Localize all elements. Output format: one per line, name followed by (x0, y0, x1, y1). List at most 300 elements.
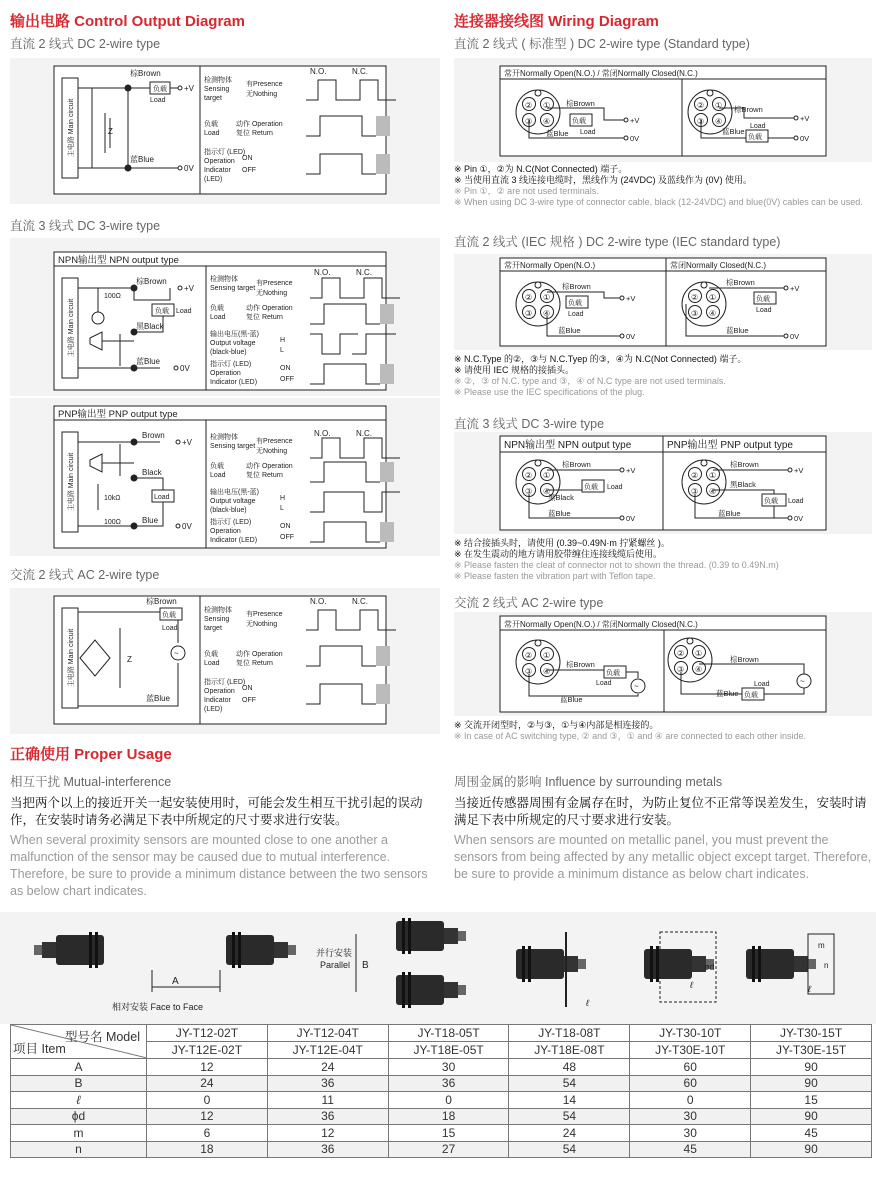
npn-r100: 100Ω (104, 293, 121, 300)
npn-operation: 动作 Operation (246, 305, 293, 312)
pnp-on: ON (280, 523, 291, 530)
npn-led1: 指示灯 (LED) (210, 361, 252, 368)
pnp-off: OFF (280, 534, 294, 541)
pnp-return: 复位 Return (246, 472, 283, 479)
ac2-no: N.O. (310, 597, 327, 606)
iec-load-en: Load (568, 311, 584, 318)
dc3b-blue: 蓝Blue (718, 509, 741, 518)
npn-outv1: 输出电压(黑-蓝) (210, 331, 259, 338)
ac2-led2: Operation (204, 688, 235, 695)
ac2-led4: (LED) (204, 706, 223, 713)
row-item: n (11, 1141, 147, 1158)
mounting-figure-band (0, 912, 876, 1024)
ac2-note-en-1: ※ In case of AC switching type, ② and ③，① and ④ are connected to each other inside. (454, 731, 807, 741)
row-value: 0 (147, 1092, 268, 1109)
dc3-pnp-header: PNP输出型 PNP output type (667, 440, 793, 451)
npn-led2: Operation (210, 370, 241, 377)
svg-text:Z: Z (108, 127, 113, 136)
iec-brown: 棕Brown (562, 282, 591, 291)
npn-load-en: Load (176, 308, 192, 315)
pnp-nc: N.C. (356, 429, 372, 438)
model-cell: JY-T30E-10T (630, 1042, 751, 1059)
wiring-diagram-title: 连接器接线图 Wiring Diagram (454, 13, 659, 30)
ac2-sensing-cn: 检测物体 (204, 607, 232, 614)
iec-no-header: 常开Normally Open(N.O.) (504, 261, 596, 270)
std-connector-block (454, 58, 872, 162)
dim-b-label: B (362, 960, 369, 971)
row-value: 54 (509, 1108, 630, 1125)
npn-brown: 棕Brown (136, 277, 167, 286)
pnp-no: N.O. (314, 429, 331, 438)
mutual-interference-cn: 当把两个以上的接近开关一起安装使用时，可能会发生相互干扰引起的误动作，在安装时请务必满足下表中所规定的尺寸要求进行安装。 (10, 796, 423, 827)
iec-note-2: ※ 请使用 IEC 规格的接插头。 (454, 365, 575, 375)
dc2-sensing-en2: target (204, 95, 222, 102)
iec-blue: 蓝Blue (558, 326, 581, 335)
row-value: 12 (147, 1059, 268, 1076)
npn-sensing-cn: 检测物体 (210, 276, 238, 283)
table-header-cell (11, 1025, 147, 1059)
std-pin2: ② (525, 101, 533, 110)
svg-text:Z: Z (127, 655, 132, 664)
dc2-load-cn: 负载 (153, 86, 167, 93)
pnp-load-label-en: Load (210, 472, 226, 479)
iec-pin2: ② (525, 293, 533, 302)
std2-load-en: Load (750, 123, 766, 130)
dc2-nc-label: N.C. (352, 67, 368, 76)
ac2c2-pin3: ③ (677, 665, 685, 674)
model-cell: JY-T12-04T (267, 1025, 388, 1042)
row-value: 18 (147, 1141, 268, 1158)
dc2-off: OFF (242, 167, 256, 174)
table-row (11, 1075, 872, 1092)
pnp-led2: Operation (210, 528, 241, 535)
table-row (11, 1059, 872, 1076)
npn-zero-v: 0V (180, 364, 190, 373)
dim-n-label: n (824, 961, 829, 970)
row-value: 54 (509, 1075, 630, 1092)
dc3-connector-subtitle: 直流 3 线式 DC 3-wire type (454, 417, 605, 431)
dc3-npn-header: NPN输出型 NPN output type (504, 440, 632, 451)
iec-load-cn: 负载 (568, 300, 582, 307)
ac2-connector-block (454, 612, 872, 716)
row-value: 14 (509, 1092, 630, 1109)
dc2-brown-label: 棕Brown (130, 69, 161, 78)
row-value: 12 (267, 1125, 388, 1142)
ac2-connector-subtitle: 交流 2 线式 AC 2-wire type (454, 596, 604, 610)
pnp-zero-v: 0V (182, 522, 192, 531)
row-value: 36 (388, 1075, 509, 1092)
npn-return: 复位 Return (246, 314, 283, 321)
pnp-h: H (280, 495, 286, 502)
iec-pin4: ④ (543, 309, 551, 318)
npn-plus-v: +V (184, 284, 195, 293)
std-pin4: ④ (543, 117, 551, 126)
dim-l-label-3: ℓ (808, 984, 811, 994)
ac2c-pin1: ① (543, 651, 551, 660)
ac2-diagram-block (10, 588, 440, 734)
dc2-nothing: 无Nothing (246, 91, 278, 98)
npn-off: OFF (280, 376, 294, 383)
mutual-interference-subtitle: 相互干扰 Mutual-interference (10, 775, 172, 789)
surrounding-metals-subtitle: 周围金属的影响 Influence by surrounding metals (454, 775, 723, 789)
dc3b-load-en: Load (788, 498, 804, 505)
parallel-cn-label: 并行安装 (316, 948, 353, 958)
dc2-presence: 有Presence (246, 81, 283, 88)
model-cell: JY-T18E-08T (509, 1042, 630, 1059)
dc2-sensing-en1: Sensing (204, 86, 230, 93)
model-cell: JY-T18-05T (388, 1025, 509, 1042)
dc3-pin2: ② (525, 471, 533, 480)
pnp-load-label-cn: 负载 (210, 463, 224, 470)
dc3b-brown: 棕Brown (730, 460, 759, 469)
dc2-load-label-en: Load (204, 130, 220, 137)
row-item: B (11, 1075, 147, 1092)
npn-main-circuit: 主电路 Main circuit (68, 298, 75, 358)
pnp-blue: Blue (142, 516, 159, 525)
npn-sensing-en: Sensing target (210, 285, 256, 292)
row-value: 24 (267, 1059, 388, 1076)
dc3-note-1: ※ 结合接插头时，请使用 (0.39~0.49N·m 拧紧螺丝 )。 (454, 538, 670, 548)
ac2c2-load-cn: 负载 (744, 692, 758, 699)
iec-pin1: ① (543, 293, 551, 302)
ac2c-load-en: Load (596, 680, 612, 687)
model-cell: JY-T12-02T (147, 1025, 268, 1042)
std-note-en-2: ※ When using DC 3-wire type of connector cable, black (12-24VDC) and blue(0V) cables can be used. (454, 197, 863, 207)
control-output-title: 输出电路 Control Output Diagram (10, 13, 245, 30)
ac2c-header: 常开Normally Open(N.O.) / 常闭Normally Closed(N.C.) (504, 620, 698, 629)
table-item-label: 项目 Item (13, 1042, 66, 1056)
row-value: 12 (147, 1108, 268, 1125)
table-model-label: 型号名 Model (64, 1030, 140, 1044)
dc3b-pin2: ② (691, 471, 699, 480)
dc3-pin4: ④ (543, 487, 551, 496)
iec2-zero-v: 0V (790, 332, 800, 341)
dc3-notes (454, 538, 872, 582)
std2-pin3: ③ (697, 117, 705, 126)
row-value: 24 (509, 1125, 630, 1142)
table-row (11, 1125, 872, 1142)
row-value: 90 (751, 1108, 872, 1125)
row-value: 90 (751, 1075, 872, 1092)
dc2-main-circuit-label: 主电路 Main circuit (68, 98, 75, 158)
dc2-led1: 指示灯 (LED) (204, 149, 246, 156)
ac2c-load-cn: 负载 (606, 670, 620, 677)
std-pin3: ③ (525, 117, 533, 126)
dc3-brown: 棕Brown (562, 460, 591, 469)
iec2-load-en: Load (756, 307, 772, 314)
dc2-plus-v: +V (184, 84, 195, 93)
iec-connector-block (454, 254, 872, 350)
row-value: 27 (388, 1141, 509, 1158)
iec-note-1: ※ N.C.Type 的②，③与 N.C.Tyep 的③，④为 N.C(Not Connected) 端子。 (454, 354, 747, 364)
dc3b-load-cn: 负载 (764, 498, 778, 505)
ac2-presence: 有Presence (246, 611, 283, 618)
pnp-diagram-block (10, 398, 440, 556)
svg-text:~: ~ (174, 649, 179, 658)
row-value: 24 (147, 1075, 268, 1092)
row-value: 18 (388, 1108, 509, 1125)
face-to-face-label: 相对安装 Face to Face (112, 1002, 204, 1012)
pnp-l: L (280, 505, 284, 512)
std2-pin1: ① (715, 101, 723, 110)
dc2-sensing-cn: 检测物体 (204, 77, 232, 84)
row-value: 45 (630, 1141, 751, 1158)
model-cell: JY-T30-10T (630, 1025, 751, 1042)
pnp-r100: 100Ω (104, 519, 121, 526)
dc2-operation: 动作 Operation (236, 121, 283, 128)
row-value: 30 (630, 1108, 751, 1125)
surrounding-metals-cn: 当接近传感器周围有金属存在时，为防止复位不正常等误差发生，安装时请满足下表中所规定的尺寸要求进行安装。 (454, 796, 867, 827)
dc2-led4: (LED) (204, 176, 223, 183)
dc3-note-2: ※ 在发生震动的地方请用胶带缠住连接线缆后使用。 (454, 549, 663, 559)
row-value: 30 (388, 1059, 509, 1076)
dc2-no-label: N.O. (310, 67, 327, 76)
ac2c-pin3: ③ (525, 667, 533, 676)
iec2-pin4: ④ (709, 309, 717, 318)
dc3-plus-v: +V (626, 466, 636, 475)
iec2-plus-v: +V (790, 284, 800, 293)
model-cell: JY-T12E-04T (267, 1042, 388, 1059)
dc3-connector-block (454, 432, 872, 534)
dim-l-label-1: ℓ (586, 998, 589, 1008)
row-value: 15 (388, 1125, 509, 1142)
table-row (11, 1092, 872, 1109)
dc3-note-en-1: ※ Please fasten the cleat of connector not to shown the thread. (0.39 to 0.49N.m) (454, 560, 779, 570)
iec-note-en-2: ※ Please use the IEC specifications of the plug. (454, 387, 645, 397)
iec2-pin2: ② (691, 293, 699, 302)
pnp-black: Black (142, 468, 162, 477)
ac2c2-brown: 棕Brown (730, 655, 759, 664)
dc3-wire-subtitle: 直流 3 线式 DC 3-wire type (10, 219, 161, 233)
npn-load-cn: 负载 (155, 308, 169, 315)
dim-m-label: m (818, 941, 825, 950)
iec2-pin3: ③ (691, 309, 699, 318)
table-row (11, 1108, 872, 1125)
ac2-return: 复位 Return (236, 660, 273, 667)
row-value: 90 (751, 1141, 872, 1158)
dc3-note-en-2: ※ Please fasten the vibration part with Teflon tape. (454, 571, 656, 581)
dc3-blue: 蓝Blue (548, 509, 571, 518)
row-value: 36 (267, 1141, 388, 1158)
row-value: 60 (630, 1059, 751, 1076)
iec2-pin1: ① (709, 293, 717, 302)
std2-brown: 棕Brown (734, 105, 763, 114)
ac2c-brown: 棕Brown (566, 660, 595, 669)
dc3b-pin3: ③ (691, 487, 699, 496)
dc3b-pin4: ④ (709, 487, 717, 496)
iec-pin3: ③ (525, 309, 533, 318)
iec-subtitle: 直流 2 线式 (IEC 规格 ) DC 2-wire type (IEC standard type) (454, 235, 781, 249)
dc3-pin1: ① (543, 471, 551, 480)
ac2c2-pin2: ② (677, 649, 685, 658)
pnp-load-en: Load (154, 494, 170, 501)
distance-spec-table (10, 1024, 872, 1158)
pnp-led1: 指示灯 (LED) (210, 519, 252, 526)
npn-blue: 蓝Blue (136, 357, 161, 366)
dc3b-pin1: ① (709, 471, 717, 480)
dc3b-black: 黑Black (730, 480, 756, 489)
dc2-diagram-block (10, 58, 440, 204)
row-value: 30 (630, 1125, 751, 1142)
ac2-on: ON (242, 685, 253, 692)
npn-load-label-cn: 负载 (210, 305, 224, 312)
dc2-blue-label: 蓝Blue (130, 155, 155, 164)
std-zero-v: 0V (630, 134, 640, 143)
dim-d-label: ød (704, 962, 715, 972)
ac2-wire-subtitle: 交流 2 线式 AC 2-wire type (10, 568, 160, 582)
ac2-load-label-en: Load (204, 660, 220, 667)
ac2-brown: 棕Brown (146, 597, 177, 606)
iec-zero-v: 0V (626, 332, 636, 341)
model-cell: JY-T18-08T (509, 1025, 630, 1042)
ac2-led3: Indicator (204, 697, 231, 704)
model-cell: JY-T30-15T (751, 1025, 872, 1042)
row-item: ℓ (11, 1092, 147, 1109)
row-value: 60 (630, 1075, 751, 1092)
row-item: A (11, 1059, 147, 1076)
std-brown: 棕Brown (566, 99, 595, 108)
row-value: 54 (509, 1141, 630, 1158)
mutual-interference-en: When several proximity sensors are mounted close to one another a malfunction of the sensor may be caused due to mutual interference. Therefore, be sure to provide a minimum distance between the two sensors as below chart indicates. (10, 833, 428, 898)
row-item: m (11, 1125, 147, 1142)
ac2-nothing: 无Nothing (246, 621, 278, 628)
std-note-en-1: ※ Pin ①，② are not used terminals. (454, 186, 599, 196)
row-value: 90 (751, 1059, 872, 1076)
ac2c2-pin4: ④ (695, 665, 703, 674)
ac2c-pin2: ② (525, 651, 533, 660)
iec-notes (454, 354, 872, 398)
std-subtitle: 直流 2 线式 ( 标准型 ) DC 2-wire type (Standard type) (454, 37, 750, 51)
npn-presence: 有Presence (256, 280, 293, 287)
dim-a-label: A (172, 976, 179, 987)
std-load-en: Load (580, 129, 596, 136)
table-row (11, 1141, 872, 1158)
pnp-plus-v: +V (182, 438, 193, 447)
dc2-wire-subtitle: 直流 2 线式 DC 2-wire type (10, 37, 161, 51)
npn-black: 黑Black (136, 322, 164, 331)
dc3-pin3: ③ (525, 487, 533, 496)
proper-usage-title: 正确使用 Proper Usage (10, 746, 172, 763)
ac2c2-blue: 蓝Blue (716, 689, 739, 698)
npn-led3: Indicator (LED) (210, 379, 258, 386)
npn-label: NPN输出型 NPN output type (58, 255, 179, 266)
ac2-sensing-en1: Sensing (204, 616, 230, 623)
ac2-off: OFF (242, 697, 256, 704)
pnp-label: PNP输出型 PNP output type (58, 409, 178, 420)
ac2c2-load-en: Load (754, 681, 770, 688)
dc2-load-en: Load (150, 97, 166, 104)
row-value: 11 (267, 1092, 388, 1109)
ac2-led1: 指示灯 (LED) (204, 679, 246, 686)
model-cell: JY-T12E-02T (147, 1042, 268, 1059)
row-value: 0 (388, 1092, 509, 1109)
pnp-r10k: 10kΩ (104, 495, 121, 502)
dc3b-plus-v: +V (794, 466, 804, 475)
iec-plus-v: +V (626, 294, 636, 303)
dc2-led3: Indicator (204, 167, 231, 174)
std-notes (454, 164, 872, 208)
dc2-load-label-cn: 负载 (204, 121, 218, 128)
pnp-led3: Indicator (LED) (210, 537, 258, 544)
model-cell: JY-T30E-15T (751, 1042, 872, 1059)
npn-outv2: Output voltage (210, 340, 256, 347)
std-load-cn: 负载 (572, 118, 586, 125)
ac2-operation: 动作 Operation (236, 651, 283, 658)
iec2-blue: 蓝Blue (726, 326, 749, 335)
std-pin1: ① (543, 101, 551, 110)
ac2-load-en: Load (162, 625, 178, 632)
std-note-1: ※ Pin ①，②为 N.C(Not Connected) 端子。 (454, 164, 628, 174)
svg-text:~: ~ (634, 682, 639, 691)
dim-l-label-2: ℓ (690, 980, 693, 990)
pnp-brown: Brown (142, 431, 165, 440)
npn-load-label-en: Load (210, 314, 226, 321)
row-value: 45 (751, 1125, 872, 1142)
iec-note-en-1: ※ ②，③ of N.C. type and ③，④ of N.C type are not used terminals. (454, 376, 726, 386)
std-note-2: ※ 当使用直流 3 线连接电缆时，黑线作为 (24VDC) 及蓝线作为 (0V) 使用。 (454, 175, 753, 185)
ac2-sensing-en2: target (204, 625, 222, 632)
pnp-outv1: 输出电压(黑-蓝) (210, 489, 259, 496)
std2-pin4: ④ (715, 117, 723, 126)
std2-zero-v: 0V (800, 134, 810, 143)
ac2-main-circuit: 主电路 Main circuit (68, 628, 75, 688)
dc2-zero-v: 0V (184, 164, 194, 173)
std-header: 常开Normally Open(N.O.) / 常闭Normally Closed(N.C.) (504, 69, 698, 78)
ac2c2-pin1: ① (695, 649, 703, 658)
row-value: 0 (630, 1092, 751, 1109)
ac2c-blue: 蓝Blue (560, 695, 583, 704)
pnp-main-circuit: 主电路 Main circuit (68, 452, 75, 512)
row-value: 36 (267, 1075, 388, 1092)
row-value: 48 (509, 1059, 630, 1076)
npn-l: L (280, 347, 284, 354)
pnp-operation: 动作 Operation (246, 463, 293, 470)
pnp-nothing: 无Nothing (256, 448, 288, 455)
npn-nc: N.C. (356, 268, 372, 277)
iec2-brown: 棕Brown (726, 278, 755, 287)
parallel-en-label: Parallel (320, 960, 351, 970)
dc3-load-cn: 负载 (584, 484, 598, 491)
ac2-load-cn: 负载 (162, 612, 176, 619)
std2-pin2: ② (697, 101, 705, 110)
std2-blue: 蓝Blue (722, 127, 745, 136)
npn-no: N.O. (314, 268, 331, 277)
pnp-sensing-cn: 检测物体 (210, 434, 238, 441)
ac2-load-label-cn: 负载 (204, 651, 218, 658)
dc2-return: 复位 Return (236, 130, 273, 137)
row-item: ϕd (11, 1108, 147, 1125)
iec-nc-header: 常闭Normally Closed(N.C.) (670, 261, 767, 270)
ac2-notes (454, 720, 872, 742)
ac2-note-1: ※ 交流开闭型时，②与③，①与④内部是相连接的。 (454, 720, 659, 730)
row-value: 36 (267, 1108, 388, 1125)
dc2-on: ON (242, 155, 253, 162)
model-cell: JY-T18E-05T (388, 1042, 509, 1059)
pnp-outv2: Output voltage (210, 498, 256, 505)
ac2-blue: 蓝Blue (146, 694, 171, 703)
std2-load-cn: 负载 (748, 134, 762, 141)
dc3-zero-v: 0V (626, 514, 636, 523)
npn-on: ON (280, 365, 291, 372)
std2-plus-v: +V (800, 114, 810, 123)
pnp-outv3: (black-blue) (210, 507, 247, 514)
row-value: 6 (147, 1125, 268, 1142)
ac2c-pin4: ④ (543, 667, 551, 676)
pnp-presence: 有Presence (256, 438, 293, 445)
std-plus-v: +V (630, 116, 640, 125)
dc3-black: 黑Black (548, 493, 574, 502)
npn-h: H (280, 337, 286, 344)
